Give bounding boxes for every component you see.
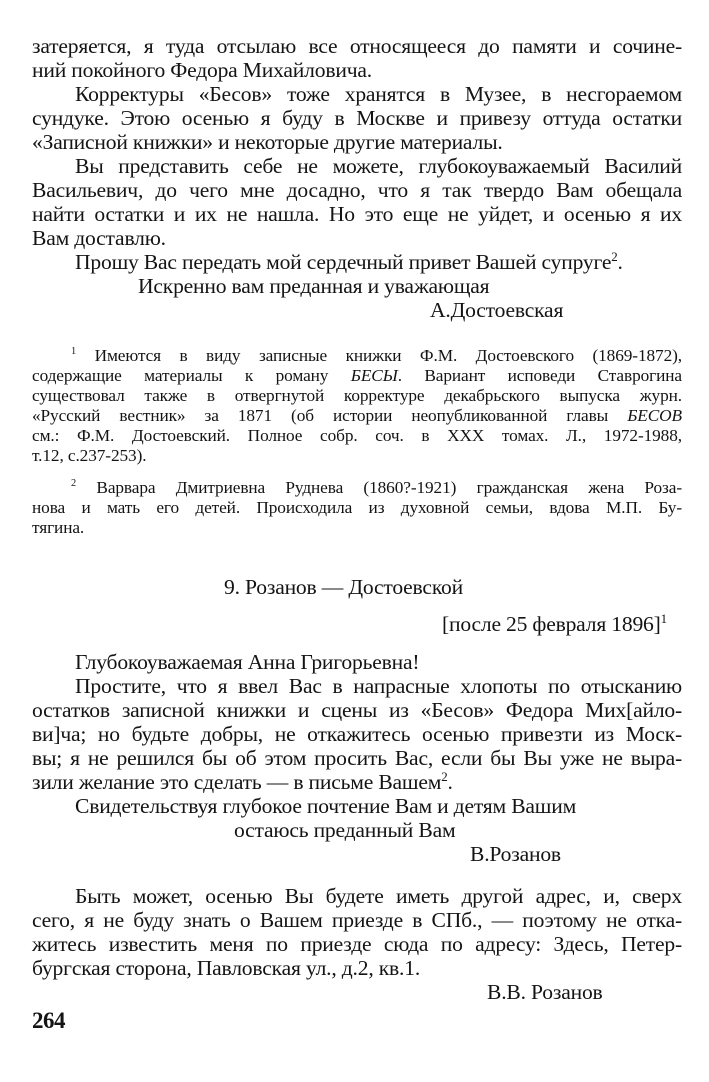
signature: В.Розанов: [470, 842, 561, 866]
text-line: Вы представить себе не можете, глубокоуважаемый Василий: [75, 154, 682, 178]
text-line: вы; я не решился бы об этом просить Вас, если бы Вы уже не выра-: [32, 746, 682, 770]
footnote-ref: 1: [660, 610, 667, 626]
footnote-ref: 2: [611, 248, 618, 264]
footnote-2: [71, 478, 682, 498]
text-line: Васильевич, до чего мне досадно, что я так твердо Вам обещала: [32, 178, 682, 202]
text-line: ний покойного Федора Михайловича.: [32, 58, 372, 82]
signature: В.В. Розанов: [487, 980, 603, 1004]
date-text: [после 25 февраля 1896]: [442, 612, 661, 636]
footnote-text: Варвара Дмитриевна Руднева (1860?-1921) гражданская жена Роза-: [96, 478, 682, 497]
text-line: Быть может, осенью Вы будете иметь другой адрес, и, сверх: [75, 884, 682, 908]
footnote-line: [32, 366, 682, 386]
text-line: Прошу Вас передать мой сердечный привет Вашей супруге$^2$.: [75, 248, 623, 274]
text-line: бургская сторона, Павловская ул., д.2, кв.1.: [32, 956, 421, 980]
text-line: остатков записной книжки и сцены из «Бесов» Федора Мих[айло-: [32, 698, 682, 722]
letter-date: [442, 612, 667, 636]
footnote-text: . Вариант исповеди Ставрогина: [397, 366, 682, 385]
footnote-1: [71, 346, 682, 366]
closing-line: Искренно вам преданная и уважающая: [138, 274, 490, 298]
footnote-text: содержащие материалы к роману: [32, 366, 351, 385]
footnote-line: т.12, с.237-253).: [32, 446, 147, 465]
footnote-line: см.: Ф.М. Достоевский. Полное собр. соч. в XXX томах. Л., 1972-1988,: [32, 426, 682, 445]
salutation: Глубокоуважаемая Анна Григорьевна!: [75, 650, 420, 674]
text-line: житесь известить меня по приезде сюда по адресу: Здесь, Петер-: [32, 932, 682, 956]
text-line: сундуке. Этою осенью я буду в Москве и привезу оттуда остатки: [32, 106, 682, 130]
closing-line: Свидетельствуя глубокое почтение Вам и детям Вашим: [75, 794, 577, 818]
text-line: Вам доставлю.: [32, 226, 166, 250]
text-line: Корректуры «Бесов» тоже хранятся в Музее, в несгораемом: [75, 82, 682, 106]
footnote-marker: 2: [71, 478, 77, 490]
signature: А.Достоевская: [430, 298, 564, 322]
text-line: Простите, что я ввел Вас в напрасные хлопоты по отысканию: [75, 674, 682, 698]
letter-heading: 9. Розанов — Достоевской: [224, 575, 463, 599]
text-line: ви]ча; но будьте добры, не откажитесь осенью привезти из Моск-: [32, 722, 682, 746]
footnote-text: «Русский вестник» за 1871 (об истории неопубликованной главы: [32, 406, 628, 425]
book-page: [32, 0, 682, 1082]
page-number: 264: [32, 1008, 65, 1033]
text-line: «Записной книжки» и некоторые другие материалы.: [32, 130, 503, 154]
italic-title: БЕСОВ: [627, 406, 682, 425]
footnote-line: нова и мать его детей. Происходила из духовной семьи, вдова М.П. Бу-: [32, 498, 682, 517]
text-line: сего, я не буду знать о Вашем приезде в СПб., — поэтому не отка-: [32, 908, 682, 932]
footnote-line: [32, 406, 682, 426]
footnote-ref: 2: [441, 768, 448, 784]
closing-line: остаюсь преданный Вам: [234, 818, 456, 842]
footnote-line: тягина.: [32, 518, 85, 537]
footnote-line: существовал также в отвергнутой корректуре декабрьского выпуска журн.: [32, 386, 682, 405]
italic-title: БЕСЫ: [350, 366, 398, 385]
text-line: найти остатки и их не нашла. Но это еще не уйдет, и осенью я их: [32, 202, 682, 226]
footnote-text: Имеются в виду записные книжки Ф.М. Достоевского (1869-1872),: [94, 346, 682, 365]
text-line: зили желание это сделать — в письме Вашем$^2$.: [32, 768, 453, 794]
text-line-content: зили желание это сделать — в письме Вашем: [32, 770, 442, 794]
text-line-content: Прошу Вас передать мой сердечный привет Вашей супруге: [75, 250, 612, 274]
footnote-marker: 1: [71, 346, 77, 358]
text-line: затеряется, я туда отсылаю все относящееся до памяти и сочине-: [32, 34, 682, 58]
